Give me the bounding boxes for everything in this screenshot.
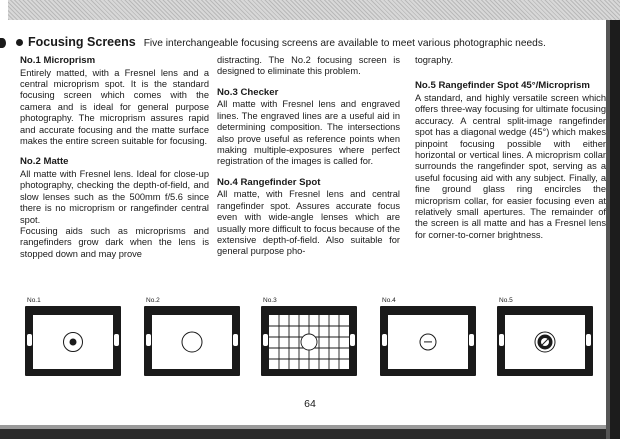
rangefinder-microprism-icon [534,331,556,353]
screen-text-no2: All matte with Fresnel lens. Ideal for close-up photography, checking the depth-of-field, and slow lenses such as the 500mm f/5.6 since there is no microprism or rangefinder central spot. [20,169,209,225]
bullet-icon [16,39,23,46]
screen-text-no4: All matte, with Fresnel lens and central rangefinder spot. Assures accurate focus even with wide-angle lenses which are usually more difficult to focus because of the extensive depth-of-field. Also suitable for general purpose pho- [217,189,400,257]
screen-heading-no2: No.2 Matte [20,156,69,168]
screen-text-no1: Entirely matted, with a Fresnel lens and a central microprism spot. It is the standard focusing screen which comes with the camera and is ideal for general purpose photography. The microprism assures rapid and accurate focusing and the matte surface makes the entire screen suitable for focusing. [20,67,209,147]
viewfinder-frame [261,306,357,376]
scan-right-edge [606,20,620,439]
screen-text-no2-cont: Focusing aids such as microprisms and rangefinders grow dark when the lens is stopped down and may prove [20,226,209,259]
scan-top-edge [0,0,620,20]
scan-bottom-edge [0,425,606,439]
screen-label: No.4 [382,297,396,304]
screen-heading-no1: No.1 Microprism [20,55,96,66]
screen-figure-no5 [497,297,593,379]
screen-heading-no3: No.3 Checker [217,86,279,98]
screen-figure-no3 [261,297,357,379]
screen-text-no3: All matte with Fresnel lens and engraved lines. The engraved lines are a useful aid in determining composition. The intersections also prove useful as reference points when making multiple-exposures where perfect registration of the images is called for. [217,99,400,167]
checker-grid-icon [269,315,349,369]
microprism-spot-icon [70,339,77,346]
section-heading [16,35,604,51]
screen-heading-no5: No.5 Rangefinder Spot 45°/Microprism [415,80,590,92]
section-title: Focusing Screens [28,35,136,49]
viewfinder-frame [497,306,593,376]
screen-label: No.1 [27,297,41,304]
matte-circle-icon [182,332,203,353]
screen-label: No.5 [499,297,513,304]
screen-label: No.2 [146,297,160,304]
screen-illustrations [25,297,595,387]
screen-text-no5: A standard, and highly versatile screen which offers three-way focusing for ultimate focusing accuracy. A central split-image rangefinder spot has a diagonal wedge (45°) which makes pinpoint focusing possible with either horizontal or vertical lines. A microprism collar surrounds the rangefinder spot, serving as a useful focusing aid with any subject. Finally, a fine ground glass ring encircles the microprism collar, for easier focusing even at relatively small apertures. The remainder of the screen is all matte and has a Fresnel lens for corner-to-corner brightness. [415,93,606,240]
screen-figure-no1 [25,297,121,379]
text-column-3 [415,55,606,241]
screen-text-no2-end: distracting. The No.2 focusing screen is designed to eliminate this problem. [217,55,400,77]
screen-label: No.3 [263,297,277,304]
section-intro: Five interchangeable focusing screens are available to meet various photographic needs. [143,38,546,49]
viewfinder-frame [25,306,121,376]
viewfinder-frame [144,306,240,376]
screen-text-no4-end: tography. [415,55,454,65]
screen-heading-no4: No.4 Rangefinder Spot [217,176,321,188]
page-number: 64 [304,398,316,410]
screen-figure-no4 [380,297,476,379]
viewfinder-frame [380,306,476,376]
text-column-1 [20,55,209,260]
screen-figure-no2 [144,297,240,379]
split-line-icon [424,341,432,342]
text-column-2 [217,55,400,258]
margin-bullet [0,38,6,48]
